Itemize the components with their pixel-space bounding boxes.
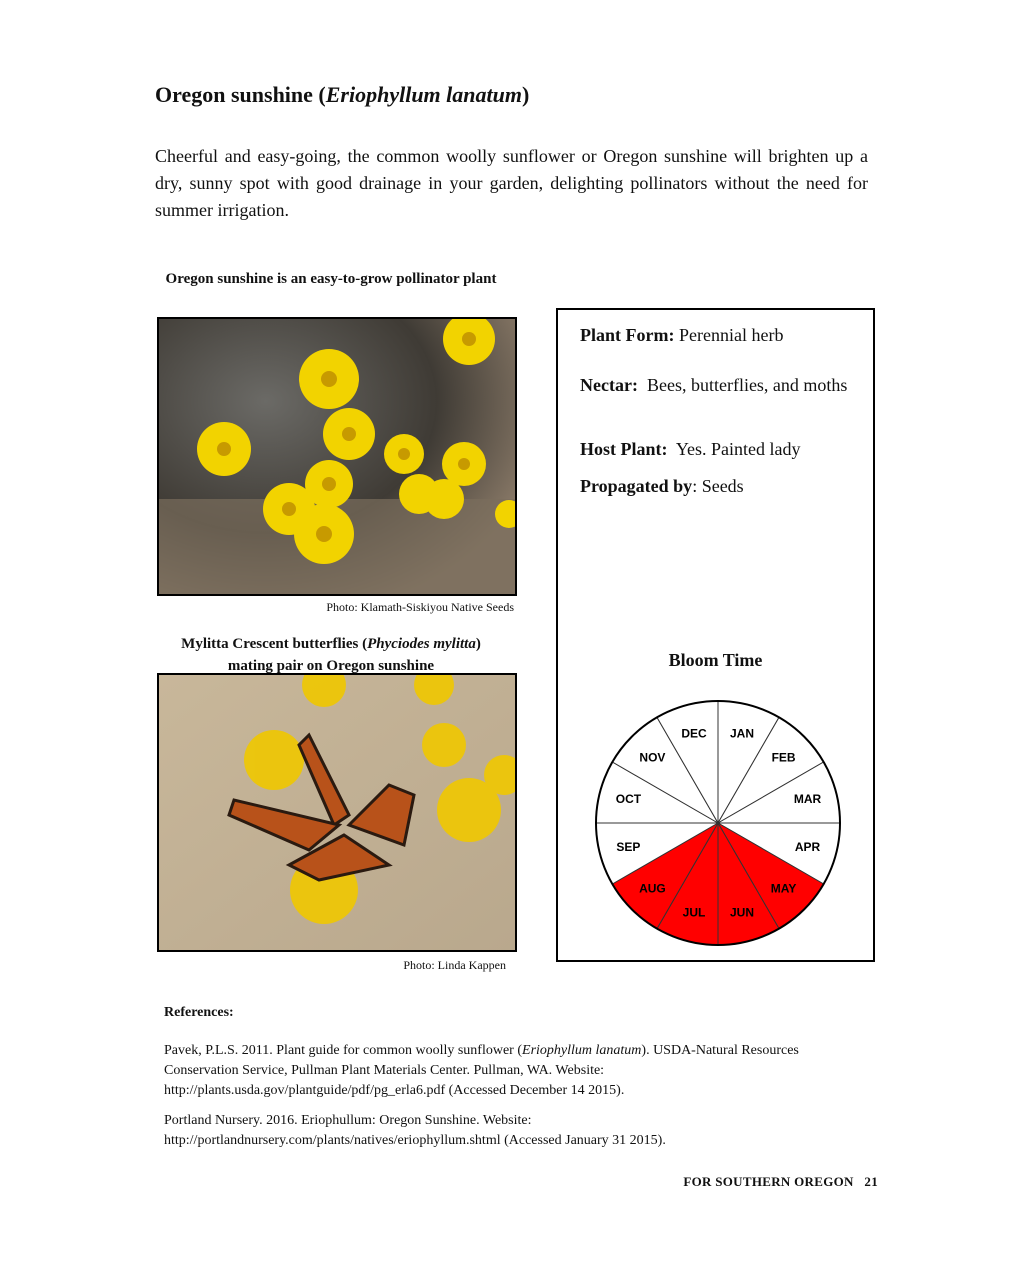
page-number: 21 <box>864 1174 878 1189</box>
plant-form-field: Plant Form: Perennial herb <box>580 325 784 345</box>
flower-image <box>159 319 515 594</box>
pie-label-sep: SEP <box>616 839 641 854</box>
pie-label-jun: JUN <box>729 905 755 920</box>
pie-label-apr: APR <box>794 839 821 854</box>
butterfly-photo <box>157 673 517 952</box>
bloom-time-pie <box>593 698 843 948</box>
figure1-credit: Photo: Klamath-Siskiyou Native Seeds <box>326 600 514 614</box>
host-plant-field: Host Plant: Yes. Painted lady <box>580 439 801 459</box>
pie-label-dec: DEC <box>681 726 707 741</box>
nectar-field: Nectar: Bees, butterflies, and moths <box>580 375 848 395</box>
figure2-caption: Mylitta Crescent butterflies (Phyciodes mylitta) mating pair on Oregon sunshine <box>181 636 481 674</box>
bloom-time-title: Bloom Time <box>668 650 763 670</box>
intro-paragraph: Cheerful and easy-going, the common woolly sunflower or Oregon sunshine will brighten up a dry, sunny spot with good drainage in your garden, delighting pollinators without the need for summer irrigation. <box>155 146 868 220</box>
propagated-by-field: Propagated by: Seeds <box>580 476 744 496</box>
page-footer: FOR SOUTHERN OREGON 21 <box>683 1174 878 1189</box>
pie-label-oct: OCT <box>615 792 642 807</box>
pie-label-may: MAY <box>770 881 797 896</box>
butterfly-image <box>159 675 515 950</box>
reference-item: Portland Nursery. 2016. Eriophullum: Oregon Sunshine. Website: http://portlandnursery.com/plants/natives/eriophyllum.shtml (Accessed January 31 2015). <box>164 1113 666 1148</box>
pie-label-jul: JUL <box>682 905 706 920</box>
plant-info-box <box>556 308 875 962</box>
references-heading: References: <box>164 1005 234 1020</box>
pie-label-aug: AUG <box>639 881 666 896</box>
figure2-credit: Photo: Linda Kappen <box>403 958 506 972</box>
oregon-sunshine-photo <box>157 317 517 596</box>
pie-label-nov: NOV <box>639 750 666 765</box>
pie-label-jan: JAN <box>729 726 755 741</box>
pie-label-mar: MAR <box>793 792 822 807</box>
figure1-caption: Oregon sunshine is an easy-to-grow pollinator plant <box>165 271 497 287</box>
references <box>164 1003 864 1161</box>
reference-item: Pavek, P.L.S. 2011. Plant guide for common woolly sunflower (Eriophyllum lanatum). USDA-Natural Resources Conservation Service, Pullman Plant Materials Center. Pullman, WA. Website: http://plants.usda.gov/plantguide/pdf/pg_erla6.pdf (Accessed December 14 2015). <box>164 1043 799 1098</box>
page-title: Oregon sunshine (Eriophyllum lanatum) <box>155 82 530 107</box>
pie-label-feb: FEB <box>771 750 796 765</box>
